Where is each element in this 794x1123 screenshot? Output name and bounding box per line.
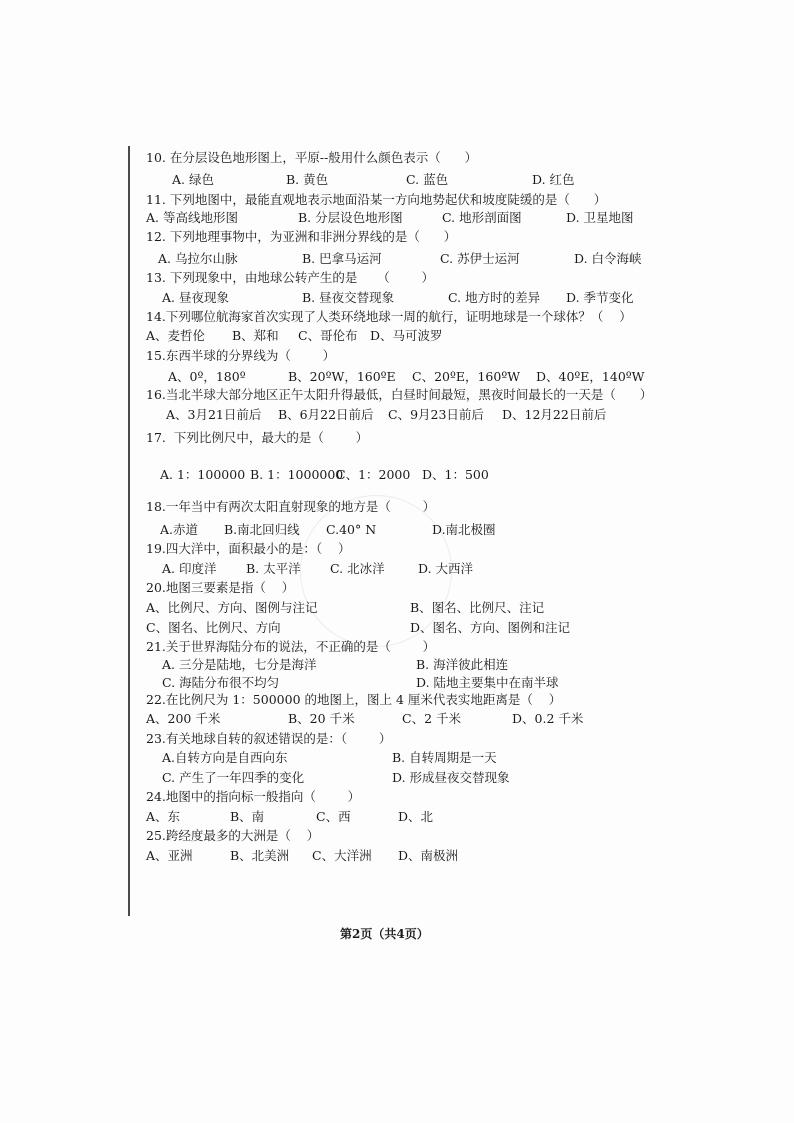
question-15-option-b: B、20ºW，160ºE [288,369,396,384]
question-13-option-a: A. 昼夜现象 [162,290,229,305]
question-20-option-b: B、图名、比例尺、注记 [410,600,545,615]
question-24-option-b: B、南 [230,809,265,824]
question-18-stem: 18.一年当中有两次太阳直射现象的地方是（ ） [146,499,436,514]
question-14-option-d: D、马可波罗 [370,328,443,343]
question-18-option-c: C.40° N [326,522,377,537]
question-22-stem: 22.在比例尺为 1：500000 的地图上，图上 4 厘米代表实地距离是（ ） [146,692,562,707]
question-17-option-d: D、1：500 [422,467,489,482]
page-footer: 第2页（共4页） [340,927,429,941]
question-24-stem: 24.地图中的指向标一般指向（ ） [146,789,361,804]
scan-margin-line [128,146,130,916]
question-20-option-a: A、比例尺、方向、图例与注记 [146,600,318,615]
question-23-option-c: C. 产生了一年四季的变化 [162,770,305,785]
question-15-option-d: D、40ºE，140ºW [536,369,645,384]
question-22-option-d: D、0.2 千米 [512,711,584,726]
question-17-option-a: A. 1：100000 [160,467,246,482]
question-10-option-c: C. 蓝色 [406,172,449,187]
question-13-option-d: D. 季节变化 [566,290,634,305]
question-23-option-a: A.自转方向是自西向东 [162,750,288,765]
question-16-option-a: A、3月21日前后 [166,407,262,422]
question-15-option-a: A、0º，180º [168,369,246,384]
question-13-option-b: B. 昼夜交替现象 [302,290,395,305]
question-12-option-c: C. 苏伊士运河 [440,251,520,266]
question-25-option-a: A、亚洲 [146,848,193,863]
question-20-option-c: C、图名、比例尺、方向 [146,620,281,635]
question-17-option-b: B. 1：1000000 [250,467,344,482]
question-25-option-b: B、北美洲 [230,848,290,863]
question-16-option-c: C、9月23日前后 [388,407,484,422]
question-13-option-c: C. 地方时的差异 [448,290,541,305]
question-12-option-a: A. 乌拉尔山脉 [158,251,238,266]
question-12-option-d: D. 白令海峡 [574,251,642,266]
question-15-stem: 15.东西半球的分界线为（ ） [146,348,336,363]
question-11-option-d: D. 卫星地图 [566,210,634,225]
question-10-option-b: B. 黄色 [286,172,329,187]
question-24-option-c: C、西 [316,809,351,824]
question-13-stem: 13. 下列现象中，由地球公转产生的是 （ ） [146,270,435,285]
question-15-option-c: C、20ºE，160ºW [412,369,521,384]
question-24-option-a: A、东 [146,809,181,824]
question-21-option-d: D. 陆地主要集中在南半球 [416,675,559,690]
question-14-option-b: B、郑和 [232,328,279,343]
question-17-option-c: C、1：2000 [336,467,411,482]
question-11-option-c: C. 地形剖面图 [442,210,522,225]
question-18-option-a: A.赤道 [160,522,199,537]
question-16-option-b: B、6月22日前后 [278,407,374,422]
question-11-stem: 11. 下列地图中，最能直观地表示地面沿某一方向地势起伏和坡度陡缓的是（ ） [146,192,607,207]
question-14-option-a: A、麦哲伦 [146,328,206,343]
question-12-option-b: B. 巴拿马运河 [302,251,382,266]
question-11-option-a: A. 等高线地形图 [146,210,238,225]
question-14-stem: 14.下列哪位航海家首次实现了人类环绕地球一周的航行，证明地球是一个球体？（ ） [146,309,632,324]
question-18-option-b: B.南北回归线 [224,522,300,537]
question-10-option-d: D. 红色 [532,172,575,187]
question-20-stem: 20.地图三要素是指（ ） [146,580,295,595]
question-23-option-b: B. 自转周期是一天 [392,750,497,765]
question-18-option-d: D.南北极圈 [432,522,496,537]
question-21-option-a: A. 三分是陆地，七分是海洋 [162,657,317,672]
question-25-option-d: D、南极洲 [398,848,459,863]
question-14-option-c: C、哥伦布 [298,328,358,343]
question-19-option-b: B. 太平洋 [246,561,301,576]
question-20-option-d: D、图名、方向、图例和注记 [410,620,571,635]
question-16-stem: 16.当北半球大部分地区正午太阳升得最低，白昼时间最短，黑夜时间最长的一天是（ ） [146,387,653,402]
question-19-option-d: D. 大西洋 [418,561,474,576]
question-22-option-a: A、200 千米 [146,711,221,726]
question-25-stem: 25.跨经度最多的大洲是（ ） [146,828,320,843]
question-24-option-d: D、北 [398,809,434,824]
question-21-option-b: B. 海洋彼此相连 [416,657,509,672]
question-16-option-d: D、12月22日前后 [502,407,607,422]
question-23-option-d: D. 形成昼夜交替现象 [392,770,510,785]
question-17-stem: 17. 下列比例尺中，最大的是（ ） [146,430,369,445]
question-19-option-a: A. 印度洋 [162,561,217,576]
question-22-option-c: C、2 千米 [402,711,461,726]
question-21-stem: 21.关于世界海陆分布的说法，不正确的是（ ） [146,639,436,654]
question-12-stem: 12. 下列地理事物中，为亚洲和非洲分界线的是（ ） [146,229,457,244]
question-25-option-c: C、大洋洲 [312,848,372,863]
question-19-option-c: C. 北冰洋 [330,561,385,576]
question-10-option-a: A. 绿色 [172,172,214,187]
question-19-stem: 19.四大洋中，面积最小的是：（ ） [146,541,351,556]
question-22-option-b: B、20 千米 [288,711,355,726]
question-23-stem: 23.有关地球自转的叙述错误的是：（ ） [146,731,392,746]
question-10-stem: 10. 在分层设色地形图上，平原--般用什么颜色表示（ ） [146,150,478,165]
question-11-option-b: B. 分层设色地形图 [298,210,403,225]
question-21-option-c: C. 海陆分布很不均匀 [162,675,280,690]
